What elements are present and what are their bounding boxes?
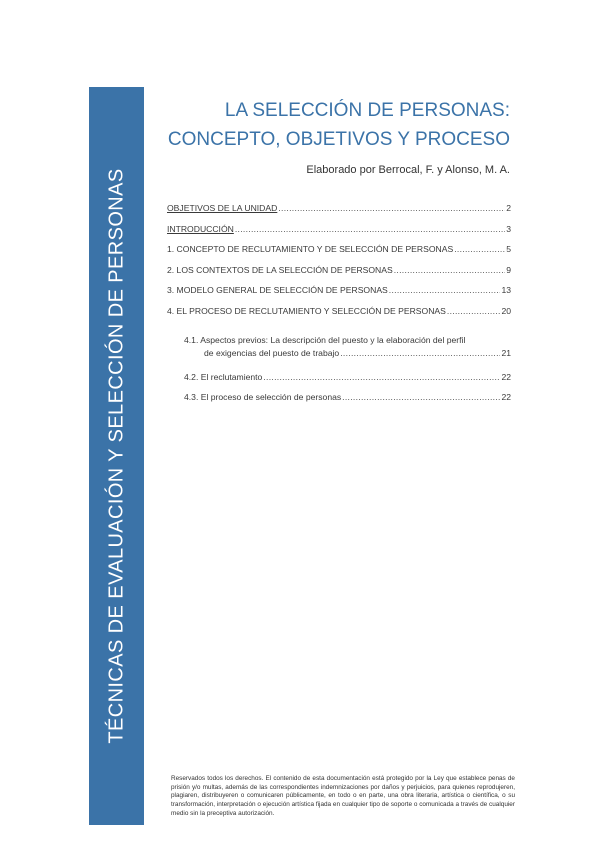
toc-item-label-line-1: 4.1. Aspectos previos: La descripción del puesto y la elaboración del perfil: [184, 334, 466, 345]
table-of-contents: [167, 203, 511, 413]
title-line-1: LA SELECCIÓN DE PERSONAS:: [224, 100, 510, 121]
copyright-notice: Reservados todos los derechos. El contenido de esta documentación está protegido por la Ley que establece penas de prisión y/o multas, además de las correspondientes indemnizaciones por daños y perjuicios, para quienes reprodujeren, plagiaren, distribuyeren o comunicaren públicamente, en todo o en parte, una obra literaria, artística o científica, o su transformación, interpretación o ejecución artística fijada en cualquier tipo de soporte o comunicada a través de cualquier medio sin la preceptiva autorización.: [171, 775, 515, 817]
toc-leader-dots: [263, 372, 500, 382]
toc-item-1[interactable]: [167, 244, 511, 265]
toc-item-page: 20: [501, 305, 511, 316]
toc-leader-dots: [342, 392, 500, 402]
toc-item-page: 2: [506, 203, 511, 213]
toc-item-3[interactable]: [167, 285, 511, 306]
authors-line: Elaborado por Berrocal, F. y Alonso, M. A.: [306, 164, 510, 176]
toc-leader-dots: [394, 265, 505, 275]
toc-leader-dots: [454, 244, 505, 254]
toc-item-page: 22: [501, 392, 511, 402]
sidebar-band: [89, 87, 144, 825]
toc-item-label: 3. MODELO GENERAL DE SELECCIÓN DE PERSONAS: [167, 285, 388, 295]
toc-item-4-1[interactable]: [167, 335, 511, 372]
toc-item-page: 9: [506, 264, 511, 275]
toc-item-4-2[interactable]: [167, 372, 511, 393]
toc-leader-dots: [389, 285, 501, 295]
toc-item-label: 1. CONCEPTO DE RECLUTAMIENTO Y DE SELECCIÓN DE PERSONAS: [167, 244, 454, 254]
toc-item-page: 5: [506, 244, 511, 254]
toc-item-page: 21: [501, 347, 511, 358]
toc-item-label: INTRODUCCIÓN: [167, 223, 234, 234]
toc-item-label: OBJETIVOS DE LA UNIDAD: [167, 203, 278, 213]
sidebar-title: TÉCNICAS DE EVALUACIÓN Y SELECCIÓN DE PERSONAS: [105, 168, 127, 744]
toc-item-label: 2. LOS CONTEXTOS DE LA SELECCIÓN DE PERSONAS: [167, 264, 393, 275]
title-line-2: CONCEPTO, OBJETIVOS Y PROCESO: [167, 129, 510, 150]
toc-leader-dots: [340, 348, 500, 358]
toc-item-label: 4.2. El reclutamiento: [184, 371, 263, 382]
page-title: [168, 96, 510, 154]
toc-item-page: 13: [501, 285, 511, 295]
toc-leader-dots: [447, 306, 501, 316]
toc-item-page: 22: [501, 371, 511, 382]
toc-item-label-line-2: de exigencias del puesto de trabajo: [204, 347, 340, 358]
toc-item-label: 4.3. El proceso de selección de personas: [184, 392, 342, 402]
toc-item-4-3[interactable]: [167, 392, 511, 413]
toc-item-4[interactable]: [167, 306, 511, 335]
toc-item-2[interactable]: [167, 265, 511, 286]
toc-leader-dots: [278, 203, 505, 213]
toc-item-label: 4. EL PROCESO DE RECLUTAMIENTO Y SELECCIÓN DE PERSONAS: [167, 305, 446, 316]
toc-leader-dots: [235, 224, 505, 234]
toc-item-introduccion[interactable]: [167, 224, 511, 245]
toc-item-page: 3: [506, 223, 511, 234]
toc-item-objetivos[interactable]: [167, 203, 511, 224]
